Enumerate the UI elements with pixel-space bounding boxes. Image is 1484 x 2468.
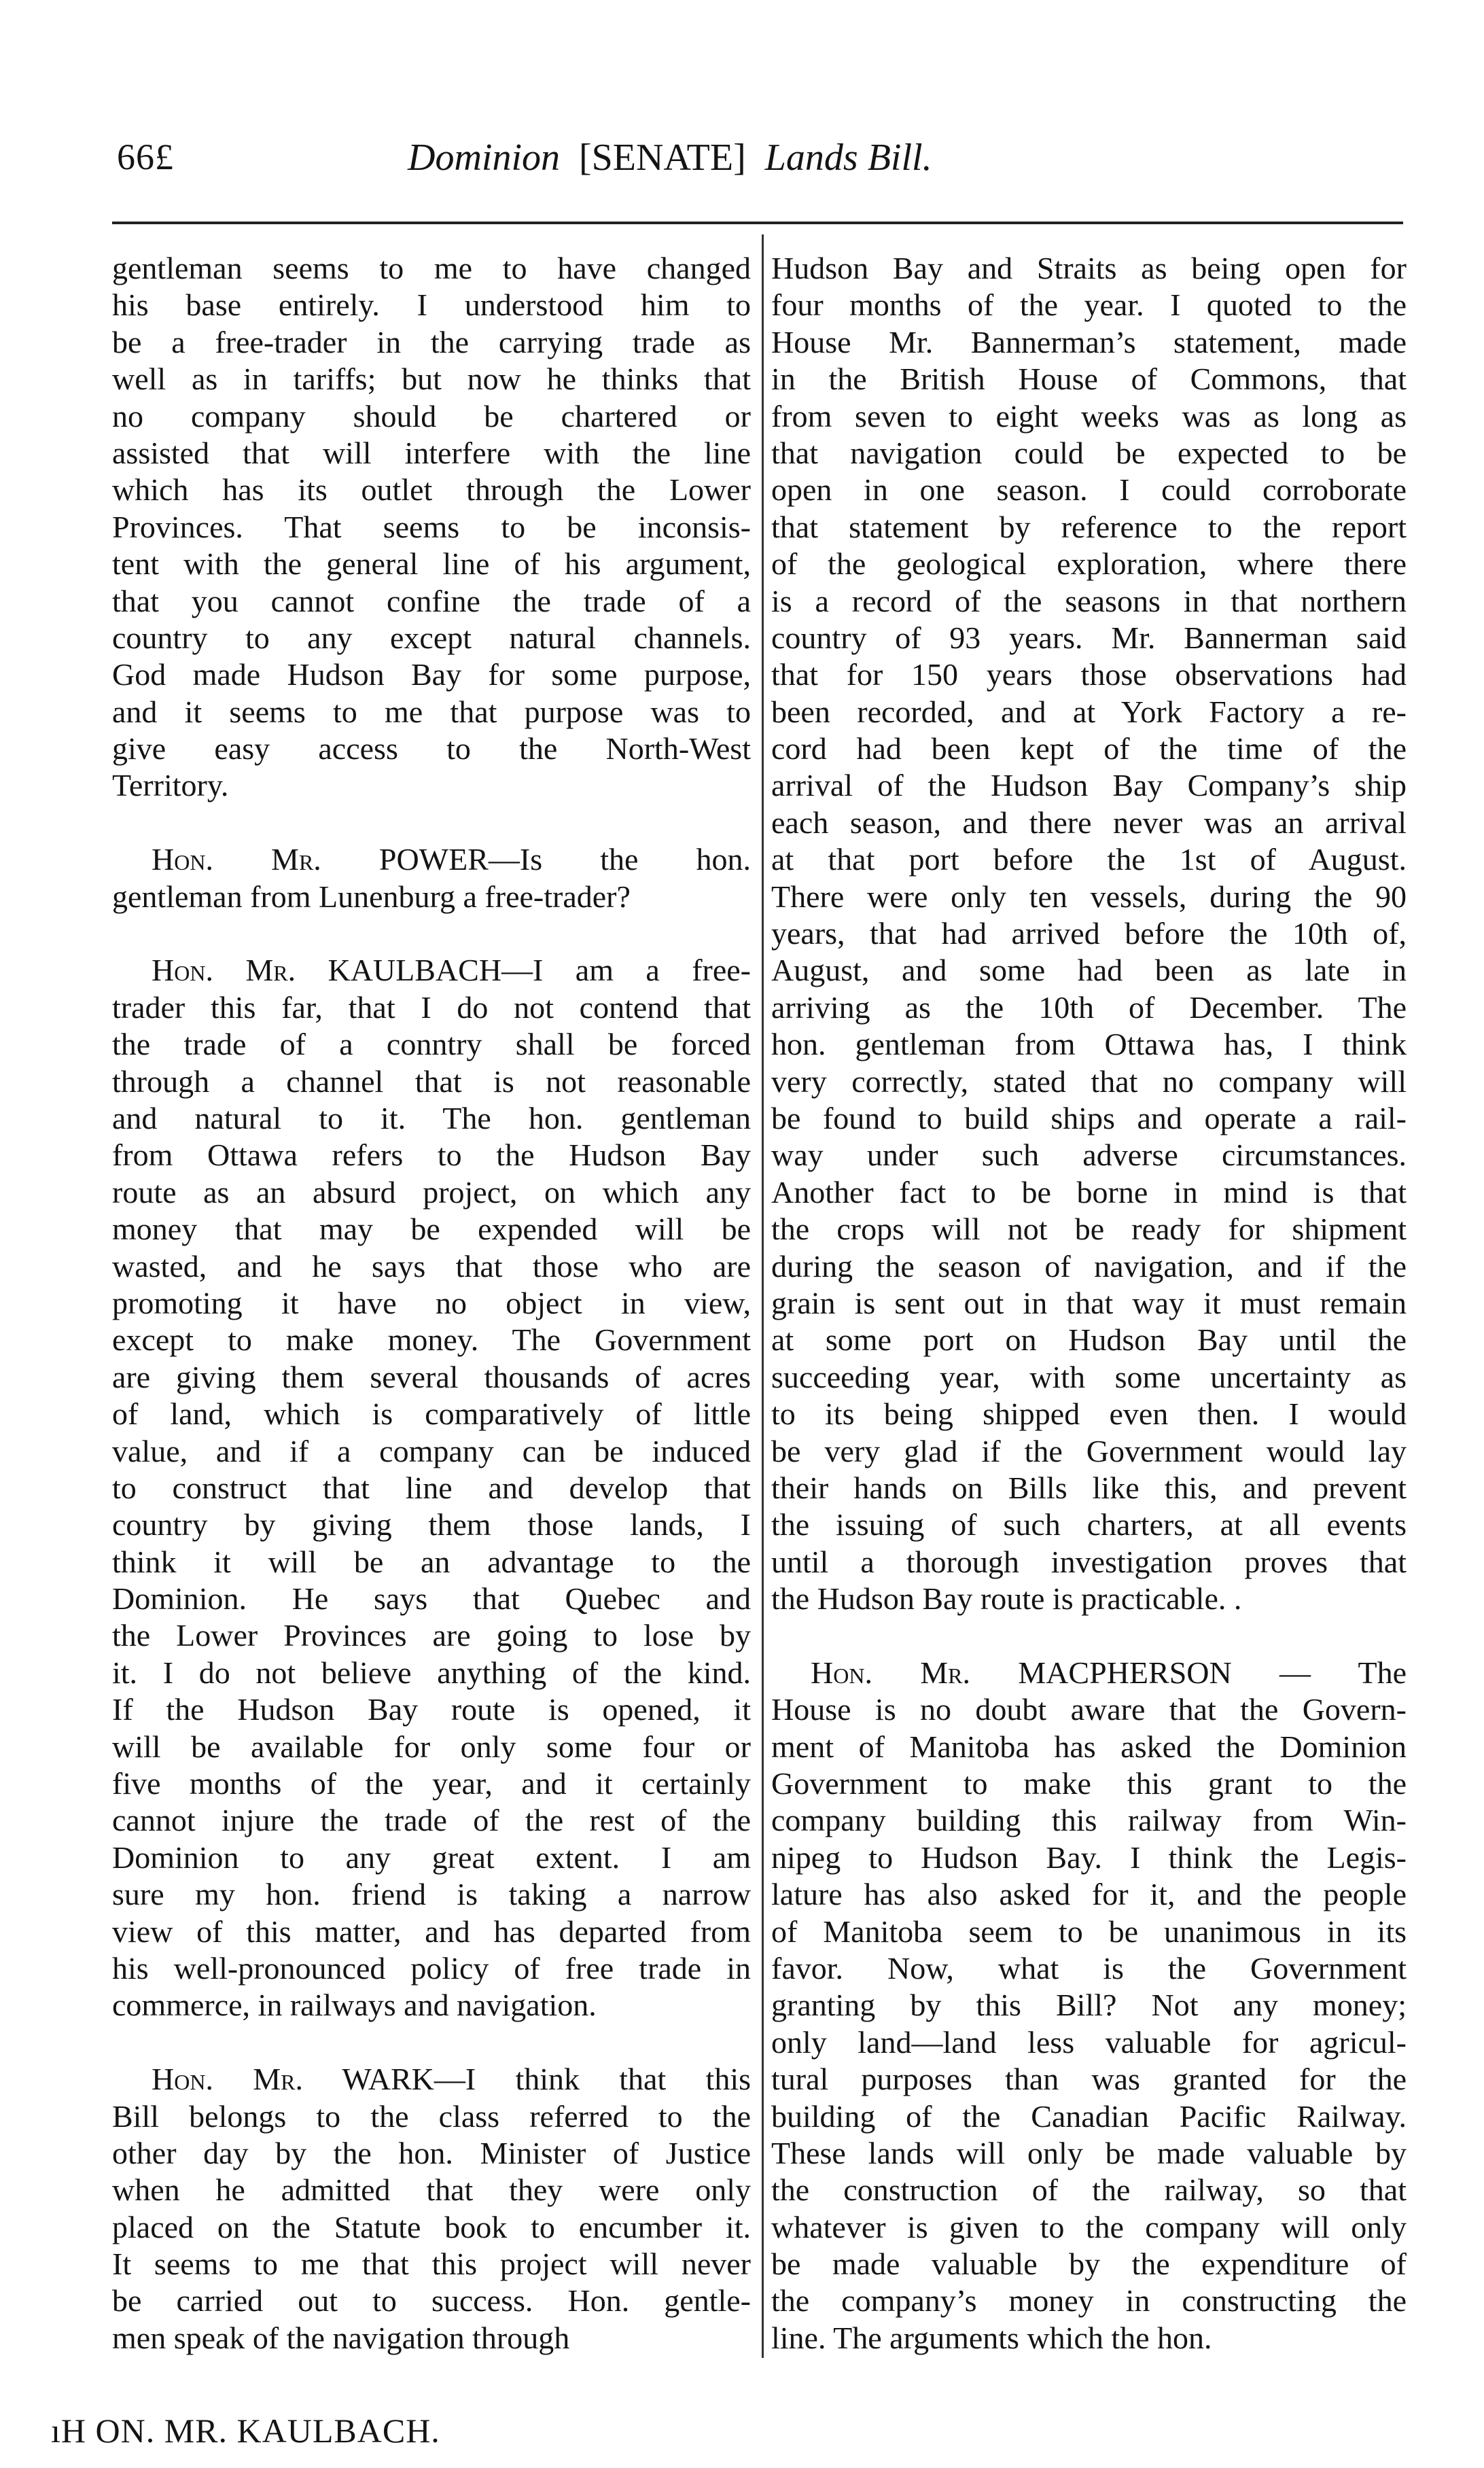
text-line: been recorded, and at York Factory a re- bbox=[771, 694, 1407, 729]
text-line: be very glad if the Government would lay bbox=[771, 1433, 1407, 1468]
text-line: the issuing of such charters, at all events bbox=[771, 1507, 1407, 1542]
text-line: House Mr. Bannerman’s statement, made bbox=[771, 324, 1407, 359]
text-line: except to make money. The Government bbox=[112, 1322, 751, 1358]
text-line: each season, and there never was an arrival bbox=[771, 805, 1407, 840]
text-line bbox=[771, 1617, 1407, 1654]
text-line: which has its outlet through the Lower bbox=[112, 472, 751, 508]
text-line: Hudson Bay and Straits as being open for bbox=[771, 251, 1407, 285]
text-line: assisted that will interfere with the line bbox=[112, 435, 751, 470]
text-line: hon. gentleman from Ottawa has, I think bbox=[771, 1027, 1407, 1062]
text-line: and it seems to me that purpose was to bbox=[112, 694, 751, 729]
text-line: grain is sent out in that way it must remain bbox=[771, 1285, 1407, 1320]
text-line: men speak of the navigation through bbox=[112, 2320, 570, 2355]
text-line: promoting it have no object in view, bbox=[112, 1285, 751, 1320]
text-line: value, and if a company can be induced bbox=[112, 1433, 751, 1468]
text-line: House is no doubt aware that the Govern- bbox=[771, 1692, 1407, 1727]
text-line: that you cannot confine the trade of a bbox=[112, 583, 751, 618]
text-line: and natural to it. The hon. gentleman bbox=[112, 1100, 751, 1135]
text-line: commerce, in railways and navigation. bbox=[112, 1988, 597, 2023]
text-line: think it will be an advantage to the bbox=[112, 1544, 751, 1579]
text-line: country of 93 years. Mr. Bannerman said bbox=[771, 620, 1407, 655]
running-head-left: Dominion bbox=[408, 137, 560, 179]
text-line: give easy access to the North-West bbox=[112, 731, 751, 766]
text-line: the company’s money in constructing the bbox=[771, 2283, 1407, 2319]
text-line: from Ottawa refers to the Hudson Bay bbox=[112, 1138, 751, 1173]
text-line: during the season of navigation, and if the bbox=[771, 1248, 1407, 1284]
text-line: to its being shipped even then. I would bbox=[771, 1396, 1407, 1432]
catchword: ıH ON. MR. KAULBACH. bbox=[51, 2412, 440, 2450]
text-line: of the geological exploration, where there bbox=[771, 546, 1407, 582]
running-head-right: Lands Bill. bbox=[764, 137, 932, 179]
text-line: Another fact to be borne in mind is that bbox=[771, 1174, 1407, 1210]
text-line bbox=[112, 915, 751, 952]
text-line: way under such adverse circumstances. bbox=[771, 1138, 1407, 1173]
text-line: from seven to eight weeks was as long as bbox=[771, 398, 1407, 434]
text-line: view of this matter, and has departed from bbox=[112, 1914, 751, 1949]
text-line: arrival of the Hudson Bay Company’s ship bbox=[771, 768, 1407, 803]
text-line: be a free-trader in the carrying trade as bbox=[112, 324, 751, 359]
text-line: There were only ten vessels, during the 90 bbox=[771, 879, 1407, 914]
text-line: in the British House of Commons, that bbox=[771, 362, 1407, 397]
text-line: sure my hon. friend is taking a narrow bbox=[112, 1877, 751, 1912]
text-line bbox=[112, 2024, 751, 2061]
text-line: Hon. Mr. MACPHERSON — The bbox=[811, 1655, 1407, 1690]
text-line: placed on the Statute book to encumber it. bbox=[112, 2209, 751, 2244]
text-line bbox=[112, 805, 751, 841]
text-line: four months of the year. I quoted to the bbox=[771, 287, 1407, 323]
text-line: until a thorough investigation proves that bbox=[771, 1544, 1407, 1579]
text-line: building of the Canadian Pacific Railway. bbox=[771, 2098, 1407, 2134]
text-line: Hon. Mr. POWER—Is the hon. bbox=[152, 842, 751, 877]
text-line: succeeding year, with some uncertainty as bbox=[771, 1359, 1407, 1394]
text-line: favor. Now, what is the Government bbox=[771, 1950, 1407, 1986]
text-line: Dominion to any great extent. I am bbox=[112, 1839, 751, 1875]
text-line: God made Hudson Bay for some purpose, bbox=[112, 657, 751, 692]
header-rule bbox=[112, 222, 1403, 224]
text-line: it. I do not believe anything of the kind. bbox=[112, 1655, 751, 1690]
text-line: granting by this Bill? Not any money; bbox=[771, 1988, 1407, 2023]
text-line: gentleman from Lunenburg a free-trader? bbox=[112, 879, 631, 914]
text-line: years, that had arrived before the 10th of, bbox=[771, 916, 1407, 951]
text-line: to construct that line and develop that bbox=[112, 1470, 751, 1505]
text-line: If the Hudson Bay route is opened, it bbox=[112, 1692, 751, 1727]
text-line: August, and some had been as late in bbox=[771, 953, 1407, 988]
text-line: well as in tariffs; but now he thinks that bbox=[112, 362, 751, 397]
text-line: tent with the general line of his argument, bbox=[112, 546, 751, 582]
text-line: at that port before the 1st of August. bbox=[771, 842, 1407, 877]
text-line: arriving as the 10th of December. The bbox=[771, 989, 1407, 1025]
text-line: at some port on Hudson Bay until the bbox=[771, 1322, 1407, 1358]
text-line: cannot injure the trade of the rest of the bbox=[112, 1803, 751, 1838]
text-line: line. The arguments which the hon. bbox=[771, 2320, 1212, 2355]
text-line: Government to make this grant to the bbox=[771, 1766, 1407, 1801]
text-line: of Manitoba seem to be unanimous in its bbox=[771, 1914, 1407, 1949]
text-line: five months of the year, and it certainly bbox=[112, 1766, 751, 1801]
text-line: will be available for only some four or bbox=[112, 1729, 751, 1764]
text-line: cord had been kept of the time of the bbox=[771, 731, 1407, 766]
text-line: lature has also asked for it, and the people bbox=[771, 1877, 1407, 1912]
column-divider bbox=[762, 234, 764, 2358]
text-line: It seems to me that this project will never bbox=[112, 2246, 751, 2282]
text-line: only land—land less valuable for agricul- bbox=[771, 2024, 1407, 2060]
text-line: Hon. Mr. WARK—I think that this bbox=[152, 2062, 751, 2097]
text-line: Provinces. That seems to be inconsis- bbox=[112, 509, 751, 544]
left-column bbox=[112, 250, 751, 2357]
text-line: are giving them several thousands of acres bbox=[112, 1359, 751, 1394]
text-line: trader this far, that I do not contend that bbox=[112, 989, 751, 1025]
running-head bbox=[408, 136, 1223, 179]
text-line: his well-pronounced policy of free trade in bbox=[112, 1950, 751, 1986]
text-line: the Hudson Bay route is practicable. . bbox=[771, 1581, 1242, 1617]
text-line: be made valuable by the expenditure of bbox=[771, 2246, 1407, 2282]
text-line: Dominion. He says that Quebec and bbox=[112, 1581, 751, 1617]
text-line: route as an absurd project, on which any bbox=[112, 1174, 751, 1210]
text-line: company building this railway from Win- bbox=[771, 1803, 1407, 1838]
text-line: his base entirely. I understood him to bbox=[112, 287, 751, 323]
text-line: be carried out to success. Hon. gentle- bbox=[112, 2283, 751, 2319]
right-column bbox=[771, 250, 1407, 2357]
text-line: very correctly, stated that no company will bbox=[771, 1063, 1407, 1099]
text-line: that for 150 years those observations had bbox=[771, 657, 1407, 692]
text-line: nipeg to Hudson Bay. I think the Legis- bbox=[771, 1839, 1407, 1875]
text-line: Territory. bbox=[112, 768, 229, 803]
text-line: of land, which is comparatively of little bbox=[112, 1396, 751, 1432]
text-line: the construction of the railway, so that bbox=[771, 2172, 1407, 2208]
text-line: gentleman seems to me to have changed bbox=[112, 251, 751, 285]
page-number: 66£ bbox=[117, 137, 174, 177]
text-line: their hands on Bills like this, and prevent bbox=[771, 1470, 1407, 1505]
text-line: These lands will only be made valuable by bbox=[771, 2135, 1407, 2170]
text-line: the Lower Provinces are going to lose by bbox=[112, 1618, 751, 1653]
text-line: money that may be expended will be bbox=[112, 1212, 751, 1247]
text-line: be found to build ships and operate a rail- bbox=[771, 1100, 1407, 1135]
running-head-center: [SENATE] bbox=[579, 137, 746, 179]
text-line: tural purposes than was granted for the bbox=[771, 2062, 1407, 2097]
text-line: the crops will not be ready for shipment bbox=[771, 1212, 1407, 1247]
text-line: ment of Manitoba has asked the Dominion bbox=[771, 1729, 1407, 1764]
text-line: that navigation could be expected to be bbox=[771, 435, 1407, 470]
text-line: country to any except natural channels. bbox=[112, 620, 751, 655]
text-line: whatever is given to the company will only bbox=[771, 2209, 1407, 2244]
text-line: open in one season. I could corroborate bbox=[771, 472, 1407, 508]
text-line: country by giving them those lands, I bbox=[112, 1507, 751, 1542]
text-line: Bill belongs to the class referred to the bbox=[112, 2098, 751, 2134]
text-line: wasted, and he says that those who are bbox=[112, 1248, 751, 1284]
text-line: the trade of a conntry shall be forced bbox=[112, 1027, 751, 1062]
text-line: other day by the hon. Minister of Justice bbox=[112, 2135, 751, 2170]
text-line: is a record of the seasons in that northern bbox=[771, 583, 1407, 618]
text-line: Hon. Mr. KAULBACH—I am a free- bbox=[152, 953, 751, 988]
text-line: through a channel that is not reasonable bbox=[112, 1063, 751, 1099]
text-line: no company should be chartered or bbox=[112, 398, 751, 434]
text-line: that statement by reference to the report bbox=[771, 509, 1407, 544]
text-line: when he admitted that they were only bbox=[112, 2172, 751, 2208]
